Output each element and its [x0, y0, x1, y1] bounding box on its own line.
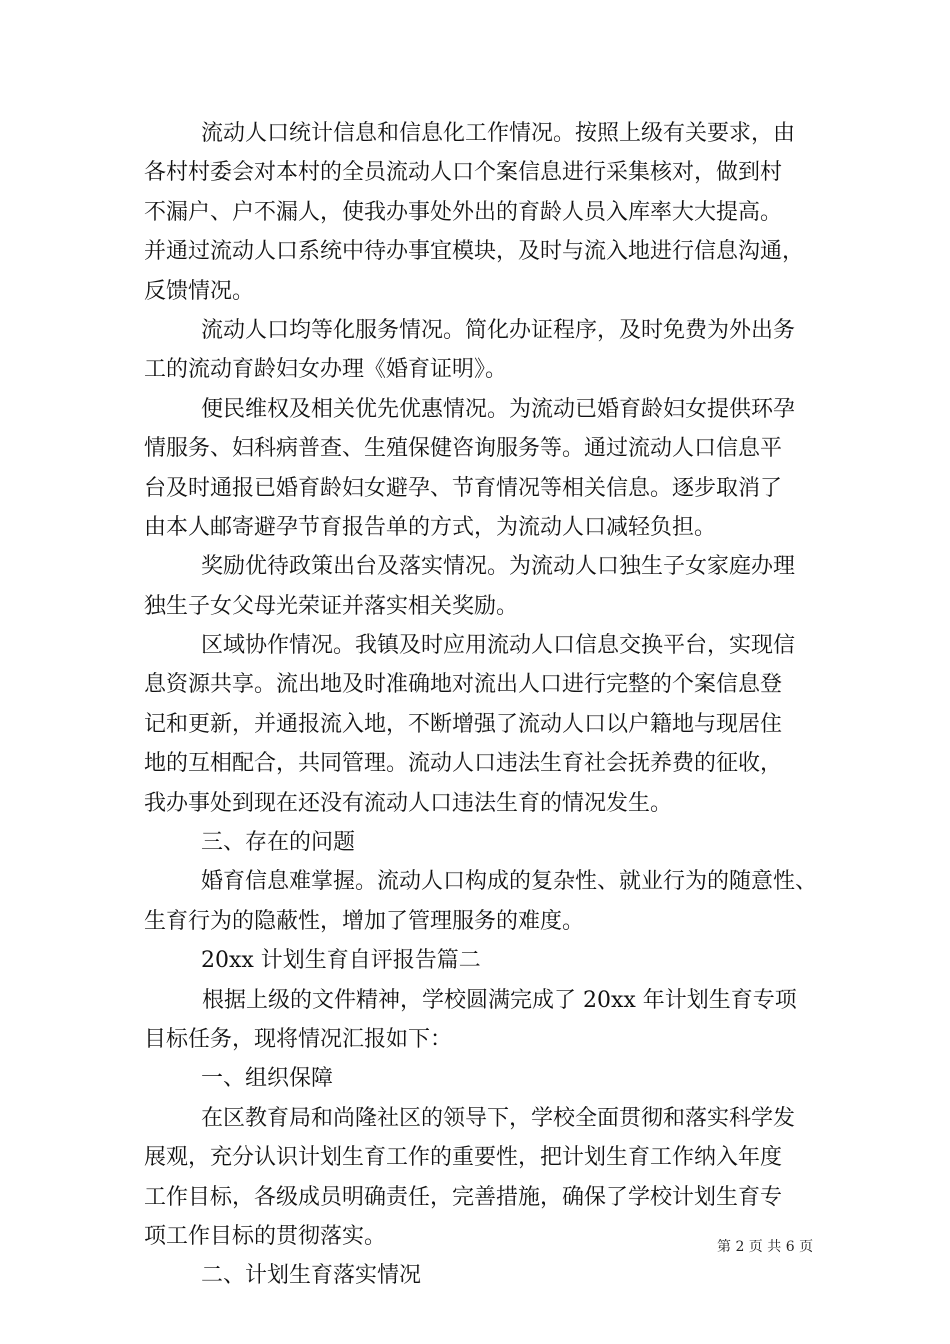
document-body — [144, 114, 824, 1296]
paragraph-line: 流动人口统计信息和信息化工作情况。按照上级有关要求，由 — [201, 121, 796, 146]
paragraph-line: 情服务、妇科病普查、生殖保健咨询服务等。通过流动人口信息平 — [144, 436, 783, 462]
paragraph-line: 在区教育局和尚隆社区的领导下，学校全面贯彻和落实科学发 — [201, 1105, 796, 1131]
paragraph-line: 便民维权及相关优先优惠情况。为流动已婚育龄妇女提供环孕 — [201, 396, 796, 422]
paragraph-line: 反馈情况。 — [144, 278, 255, 304]
paragraph-line: 息资源共享。流出地及时准确地对流出人口进行完整的个案信息登 — [144, 672, 783, 698]
paragraph-line: 流动人口均等化服务情况。简化办证程序，及时免费为外出务 — [201, 317, 796, 343]
paragraph-line: 婚育信息难掌握。流动人口构成的复杂性、就业行为的随意性、 — [201, 869, 818, 895]
paragraph-line: 项工作目标的贯彻落实。 — [144, 1223, 387, 1249]
paragraph-line: 不漏户、户不漏人，使我办事处外出的育龄人员入库率大大提高。 — [144, 199, 783, 225]
report-title: 20xx 计划生育自评报告篇二 — [201, 948, 481, 974]
paragraph-line: 展观，充分认识计划生育工作的重要性，把计划生育工作纳入年度 — [144, 1145, 783, 1171]
paragraph-line: 奖励优待政策出台及落实情况。为流动人口独生子女家庭办理 — [201, 554, 796, 580]
paragraph-line: 区域协作情况。我镇及时应用流动人口信息交换平台，实现信 — [201, 633, 796, 659]
paragraph-line: 工的流动育龄妇女办理《婚育证明》。 — [144, 357, 508, 383]
paragraph-line: 目标任务，现将情况汇报如下： — [144, 1026, 453, 1052]
paragraph-line: 生育行为的隐蔽性，增加了管理服务的难度。 — [144, 908, 585, 934]
paragraph-line: 我办事处到现在还没有流动人口违法生育的情况发生。 — [144, 790, 673, 816]
paragraph-line: 各村村委会对本村的全员流动人口个案信息进行采集核对，做到村 — [144, 160, 783, 186]
paragraph-line: 记和更新，并通报流入地，不断增强了流动人口以户籍地与现居住 — [144, 711, 783, 737]
page-number-footer: 第 2 页 共 6 页 — [717, 1239, 814, 1255]
paragraph-line: 独生子女父母光荣证并落实相关奖励。 — [144, 593, 519, 619]
paragraph-line: 工作目标，各级成员明确责任，完善措施，确保了学校计划生育专 — [144, 1184, 783, 1210]
paragraph-line: 并通过流动人口系统中待办事宜模块，及时与流入地进行信息沟通， — [144, 239, 805, 265]
section-heading: 三、存在的问题 — [201, 830, 356, 856]
section-heading: 二、计划生育落实情况 — [201, 1263, 422, 1289]
paragraph-line: 台及时通报已婚育龄妇女避孕、节育情况等相关信息。逐步取消了 — [144, 475, 783, 501]
paragraph-line: 由本人邮寄避孕节育报告单的方式，为流动人口减轻负担。 — [144, 514, 717, 540]
paragraph-line: 地的互相配合，共同管理。流动人口违法生育社会抚养费的征收， — [144, 751, 783, 777]
section-heading: 一、组织保障 — [201, 1066, 334, 1092]
paragraph-line: 根据上级的文件精神，学校圆满完成了 20xx 年计划生育专项 — [202, 987, 797, 1013]
